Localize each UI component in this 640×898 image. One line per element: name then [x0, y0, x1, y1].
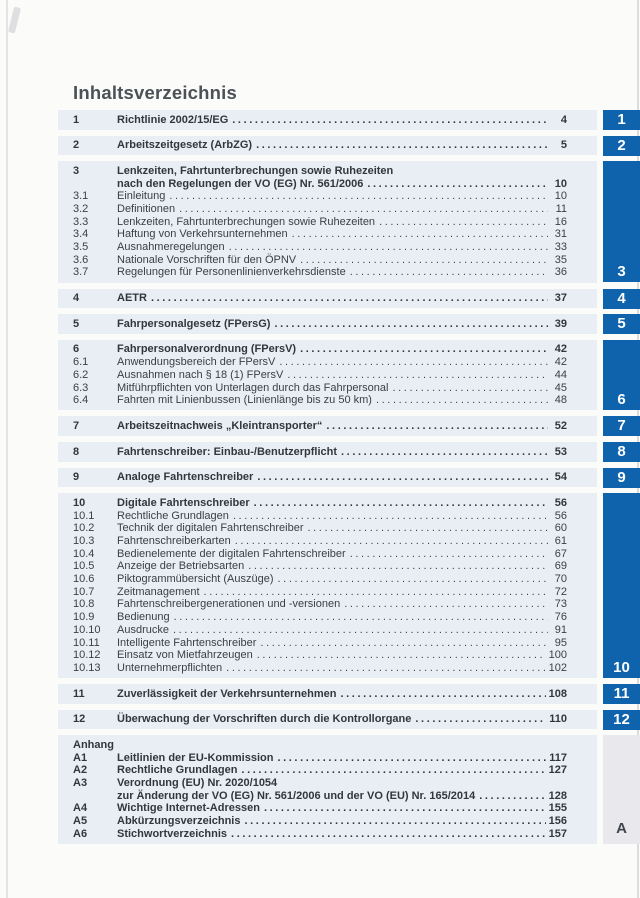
entry-title: Abkürzungsverzeichnis [117, 815, 241, 828]
dot-leader [344, 598, 548, 610]
dot-leader [231, 828, 546, 840]
entry-number: 10.7 [73, 585, 95, 598]
dot-leader [254, 497, 548, 509]
chapter-tab-8 [603, 442, 640, 462]
chapter-tab-9 [603, 468, 640, 488]
entry-page-number: 128 [548, 789, 567, 802]
entry-number: A2 [73, 764, 88, 777]
entry-page-number: 33 [554, 241, 567, 253]
toc-entry-row [73, 713, 567, 726]
toc-entry-row [73, 522, 567, 535]
dot-leader [169, 190, 548, 202]
tab-label: A [616, 820, 627, 837]
entry-number: 10 [73, 496, 86, 509]
toc-entry-row [73, 560, 567, 573]
toc-entry-row [73, 598, 567, 611]
entry-page-number: 100 [548, 649, 567, 662]
chapter-tab-11 [603, 684, 640, 704]
dot-leader [300, 343, 548, 355]
toc-entry-row [73, 624, 567, 637]
entry-page-number: 39 [554, 317, 567, 330]
entry-page-number: 76 [554, 611, 567, 624]
dot-leader [226, 662, 545, 674]
entry-number: 3.3 [73, 215, 89, 228]
chapter-tab-2 [603, 136, 640, 156]
dot-leader [260, 637, 548, 649]
toc-section-band-11 [58, 684, 597, 704]
toc-entry-row [73, 471, 567, 484]
entry-number: 10.12 [73, 649, 101, 662]
entry-page-number: 54 [554, 471, 567, 484]
dot-leader [274, 318, 548, 330]
entry-page-number: 61 [554, 535, 567, 547]
entry-title: Fahrpersonalverordnung (FPersV) [117, 343, 297, 356]
entry-number: A4 [73, 802, 88, 815]
toc-entry-row [73, 165, 567, 178]
entry-number: 10.2 [73, 522, 95, 535]
entry-title: Fahrtenschreiberkarten [117, 535, 231, 547]
entry-number: 11 [73, 687, 85, 700]
entry-title: Technik der digitalen Fahrtenschreiber [117, 522, 304, 535]
entry-title: AETR [117, 292, 147, 305]
entry-title: Anzeige der Betriebsarten [117, 560, 245, 573]
entry-number: 10.13 [73, 661, 101, 674]
entry-number: 10.8 [73, 598, 95, 611]
entry-number: 1 [73, 113, 80, 126]
entry-number: 10.10 [73, 623, 101, 636]
toc-entry-row [73, 510, 567, 523]
entry-title: Unternehmerpflichten [117, 661, 223, 674]
dot-leader [277, 752, 546, 764]
toc-entry-row [73, 446, 567, 459]
entry-page-number: 35 [554, 253, 567, 266]
anhang-header-label: Anhang [73, 738, 114, 751]
dot-leader [479, 790, 545, 802]
page-title: Inhaltsverzeichnis [73, 82, 237, 103]
dot-leader [376, 394, 548, 406]
entry-title: Lenkzeiten, Fahrtunterbrechungen sowie Ruhezeiten [117, 215, 376, 228]
dot-leader [350, 266, 548, 278]
dot-leader [392, 382, 548, 394]
entry-title: Fahrtenschreiber: Einbau-/Benutzerpflicht [117, 445, 338, 458]
entry-page-number: 56 [554, 496, 567, 509]
entry-title: Regelungen für Personenlinienverkehrsdienste [117, 266, 346, 279]
entry-title: nach den Regelungen der VO (EG) Nr. 561/2006 [117, 177, 364, 190]
tab-label: 8 [617, 443, 626, 460]
toc-section-band-7 [58, 416, 597, 436]
entry-title: Intelligente Fahrtenschreiber [117, 636, 257, 649]
entry-title: Einsatz von Mietfahrzeugen [117, 649, 253, 662]
scan-smudge-top-left [8, 7, 21, 34]
entry-number: 10.6 [73, 573, 95, 586]
entry-page-number: 42 [554, 356, 567, 369]
entry-page-number: 67 [554, 547, 567, 560]
toc-entry-row [73, 356, 567, 369]
toc-entry-row [73, 254, 567, 267]
toc-entry-row [73, 828, 567, 841]
entry-title: Ausdrucke [117, 623, 169, 636]
entry-title: Lenkzeiten, Fahrtunterbrechungen sowie Ruhezeiten [117, 164, 394, 177]
dot-leader [257, 649, 546, 661]
entry-title: Einleitung [117, 190, 166, 203]
toc-entry-row [73, 382, 567, 395]
toc-entry-row [73, 764, 567, 777]
dot-leader [367, 178, 548, 190]
dot-leader [379, 216, 548, 228]
toc-entry-row [73, 369, 567, 382]
table-of-contents [58, 110, 597, 850]
dot-leader [279, 356, 548, 368]
entry-page-number: 52 [554, 419, 567, 432]
dot-leader [232, 114, 548, 126]
toc-entry-row [73, 573, 567, 586]
toc-section-band-4 [58, 289, 597, 309]
dot-leader [257, 471, 548, 483]
entry-title: Stichwortverzeichnis [117, 827, 228, 840]
entry-title: Ausnahmen nach § 18 (1) FPersV [117, 368, 284, 381]
entry-number: 9 [73, 471, 80, 484]
entry-title: Verordnung (EU) Nr. 2020/1054 [117, 777, 278, 789]
toc-entry-row [73, 394, 567, 407]
dot-leader [241, 764, 545, 776]
entry-page-number: 11 [555, 202, 567, 215]
chapter-tab-7 [603, 416, 640, 436]
entry-number: 2 [73, 139, 80, 152]
anhang-header-row [73, 739, 567, 752]
entry-number: 7 [73, 419, 80, 432]
dot-leader [244, 815, 545, 827]
entry-title: Arbeitszeitgesetz (ArbZG) [117, 139, 253, 152]
entry-title: Bedienung [117, 611, 170, 624]
entry-page-number: 44 [554, 368, 567, 381]
entry-number: 3 [73, 164, 80, 177]
entry-title: Mitführpflichten von Unterlagen durch das Fahrpersonal [117, 381, 389, 394]
entry-number: 6.1 [73, 356, 89, 369]
tab-label: 10 [613, 659, 630, 676]
dot-leader [179, 203, 548, 215]
entry-page-number: 73 [554, 598, 567, 611]
entry-number: 3.7 [73, 266, 89, 279]
chapter-tab-3 [603, 161, 640, 282]
entry-page-number: 72 [554, 585, 567, 598]
entry-number: 6.2 [73, 368, 89, 381]
dot-leader [151, 292, 548, 304]
entry-page-number: 102 [548, 661, 567, 674]
toc-entry-row [73, 637, 567, 650]
dot-leader [233, 510, 548, 522]
entry-number: 3.1 [73, 190, 89, 203]
dot-leader [248, 560, 548, 572]
entry-page-number: 31 [554, 228, 567, 241]
entry-page-number: 127 [548, 764, 567, 777]
entry-title: Bedienelemente der digitalen Fahrtenschreiber [117, 547, 346, 560]
entry-page-number: 42 [554, 343, 567, 356]
toc-section-band-2 [58, 136, 597, 156]
entry-page-number: 36 [554, 266, 567, 279]
dot-leader [292, 228, 548, 240]
entry-title: Zuverlässigkeit der Verkehrsunternehmen [117, 687, 337, 700]
toc-entry-row [73, 802, 567, 815]
dot-leader [173, 624, 548, 636]
entry-number: 3.6 [73, 253, 89, 266]
entry-page-number: 5 [560, 139, 567, 152]
entry-title: zur Änderung der VO (EG) Nr. 561/2006 und der VO (EU) Nr. 165/2014 [117, 789, 476, 802]
tab-label: 7 [617, 417, 626, 434]
dot-leader [229, 241, 548, 253]
entry-number: 6.3 [73, 381, 89, 394]
entry-number: A5 [73, 815, 88, 828]
entry-number: 6 [73, 343, 80, 356]
toc-entry-row [73, 611, 567, 624]
chapter-tab-1 [603, 110, 640, 130]
dot-leader [264, 802, 546, 814]
toc-section-band-6 [58, 340, 597, 410]
entry-number: 10.4 [73, 547, 95, 560]
toc-entry-row [73, 688, 567, 701]
toc-section-band-A [58, 735, 597, 844]
toc-entry-row [73, 190, 567, 203]
toc-section-band-1 [58, 110, 597, 130]
toc-entry-row [73, 586, 567, 599]
toc-entry-row [73, 318, 567, 331]
entry-page-number: 16 [554, 215, 567, 228]
dot-leader [340, 688, 545, 700]
toc-entry-row [73, 649, 567, 662]
toc-entry-row [73, 548, 567, 561]
entry-page-number: 10 [554, 177, 567, 190]
entry-number: 3.5 [73, 241, 89, 253]
entry-number: 10.5 [73, 560, 95, 573]
entry-title: Fahrten mit Linienbussen (Linienlänge bis zu 50 km) [117, 394, 372, 407]
tab-label: 3 [617, 263, 626, 280]
tab-label: 9 [617, 469, 626, 486]
toc-section-band-8 [58, 442, 597, 462]
entry-page-number: 156 [548, 815, 567, 828]
toc-entry-row [73, 178, 567, 191]
toc-entry-row [73, 343, 567, 356]
entry-title: Ausnahmeregelungen [117, 241, 225, 253]
entry-title: Wichtige Internet-Adressen [117, 802, 260, 815]
chapter-tab-6 [603, 340, 640, 410]
entry-number: 3.4 [73, 228, 89, 241]
entry-page-number: 56 [554, 509, 567, 522]
tab-label: 11 [613, 685, 630, 702]
entry-title: Rechtliche Grundlagen [117, 764, 238, 777]
dot-leader [341, 446, 548, 458]
dot-leader [278, 573, 548, 585]
entry-page-number: 117 [549, 751, 567, 764]
entry-title: Fahrpersonalgesetz (FPersG) [117, 317, 271, 330]
toc-section-band-10 [58, 493, 597, 678]
toc-entry-row [73, 139, 567, 152]
entry-title: Arbeitszeitnachweis „Kleintransporter“ [117, 419, 323, 432]
entry-page-number: 48 [554, 394, 567, 407]
toc-entry-row [73, 228, 567, 241]
appendix-tab-A [603, 735, 640, 844]
dot-leader [235, 535, 548, 547]
entry-number: A3 [73, 777, 88, 789]
toc-entry-row [73, 535, 567, 548]
toc-entry-row [73, 497, 567, 510]
entry-page-number: 155 [548, 802, 567, 815]
tab-label: 6 [617, 391, 626, 408]
dot-leader [204, 586, 548, 598]
dot-leader [300, 254, 548, 266]
dot-leader [326, 420, 548, 432]
entry-page-number: 4 [560, 113, 567, 126]
entry-number: 5 [73, 317, 80, 330]
entry-number: 10.11 [73, 636, 100, 649]
entry-page-number: 70 [554, 573, 567, 586]
entry-title: Digitale Fahrtenschreiber [117, 496, 250, 509]
entry-page-number: 110 [549, 713, 567, 726]
entry-title: Fahrtenschreibergenerationen und -versionen [117, 598, 341, 611]
dot-leader [415, 713, 546, 725]
toc-entry-row [73, 203, 567, 216]
dot-leader [287, 369, 548, 381]
entry-page-number: 53 [554, 445, 567, 458]
entry-title: Anwendungsbereich der FPersV [117, 356, 276, 369]
entry-title: Überwachung der Vorschriften durch die Kontrollorgane [117, 713, 412, 726]
entry-number: 12 [73, 713, 86, 726]
tab-label: 1 [617, 111, 626, 128]
toc-entry-row [73, 292, 567, 305]
toc-entry-row [73, 777, 567, 790]
toc-section-band-12 [58, 710, 597, 730]
tab-label: 5 [617, 315, 626, 332]
entry-title: Zeitmanagement [117, 585, 200, 598]
dot-leader [256, 139, 548, 151]
entry-page-number: 60 [554, 522, 567, 535]
toc-entry-row [73, 241, 567, 254]
entry-page-number: 157 [548, 827, 567, 840]
toc-entry-row [73, 790, 567, 803]
entry-page-number: 10 [554, 190, 567, 203]
toc-entry-row [73, 420, 567, 433]
entry-number: 10.3 [73, 535, 95, 547]
tab-label: 4 [617, 290, 626, 307]
toc-section-band-5 [58, 314, 597, 334]
entry-number: 6.4 [73, 394, 89, 407]
entry-page-number: 95 [554, 636, 567, 649]
entry-page-number: 108 [548, 687, 567, 700]
entry-title: Leitlinien der EU-Kommission [117, 751, 274, 764]
entry-title: Analoge Fahrtenschreiber [117, 471, 254, 484]
toc-entry-row [73, 114, 567, 127]
entry-page-number: 69 [554, 560, 567, 573]
chapter-tab-4 [603, 289, 640, 309]
toc-entry-row [73, 752, 567, 765]
entry-page-number: 45 [554, 381, 567, 394]
entry-number: 4 [73, 292, 80, 305]
entry-title: Definitionen [117, 202, 176, 215]
dot-leader [350, 548, 548, 560]
tab-label: 12 [613, 711, 630, 728]
chapter-tab-5 [603, 314, 640, 334]
entry-number: 3.2 [73, 202, 89, 215]
entry-page-number: 91 [554, 623, 567, 636]
chapter-tab-12 [603, 710, 640, 730]
dot-leader [174, 611, 548, 623]
entry-number: 10.1 [73, 509, 95, 522]
entry-title: Piktogrammübersicht (Auszüge) [117, 573, 274, 586]
chapter-tab-10 [603, 493, 640, 678]
entry-page-number: 37 [554, 292, 567, 305]
toc-entry-row [73, 815, 567, 828]
entry-title: Haftung von Verkehrsunternehmen [117, 228, 288, 241]
entry-number: A1 [73, 751, 88, 764]
dot-leader [308, 522, 549, 534]
toc-entry-row [73, 216, 567, 229]
toc-section-band-9 [58, 468, 597, 488]
toc-entry-row [73, 266, 567, 279]
toc-entry-row [73, 662, 567, 675]
entry-number: 8 [73, 445, 80, 458]
entry-title: Rechtliche Grundlagen [117, 509, 229, 522]
scan-edge-left [6, 0, 8, 898]
entry-title: Nationale Vorschriften für den ÖPNV [117, 253, 297, 266]
tab-label: 2 [617, 137, 626, 154]
entry-title: Richtlinie 2002/15/EG [117, 113, 229, 126]
entry-number: A6 [73, 827, 88, 840]
toc-section-band-3 [58, 161, 597, 282]
entry-number: 10.9 [73, 611, 95, 624]
